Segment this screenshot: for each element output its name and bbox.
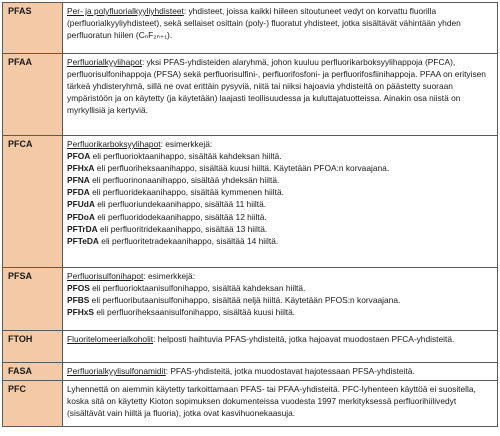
table-row: [3, 381, 498, 427]
term: Perfluorialkyylisulfonamidit: [67, 366, 166, 376]
list-item: [67, 223, 493, 235]
abbreviation-cell: FASA: [3, 363, 63, 381]
list-item: [67, 174, 493, 186]
compound-text: eli perfluoriheksaanihappo, sisältää kuusi hiiltä. Käytetään PFOA:n korvaajana.: [94, 163, 390, 174]
list-item: [67, 150, 493, 162]
table-row: [3, 331, 498, 363]
term: Fluoritelomeerialkoholit: [67, 334, 154, 344]
term: Perfluorikarboksyylihapot: [67, 139, 161, 149]
description-text: : helposti haihtuvia PFAS-yhdisteitä, jotka hajoavat muodostaen PFCA-yhdisteitä.: [153, 334, 455, 344]
table-row: [3, 3, 498, 54]
compound-text: eli perfluoriundekaanihappo, sisältää 11 hiiltä.: [94, 199, 267, 210]
abbreviation-table-wrap: [2, 2, 498, 427]
compound-code: PFOS: [67, 283, 90, 294]
table-row: [3, 136, 498, 268]
abbreviation-cell: PFAA: [3, 54, 63, 136]
list-item: [67, 162, 493, 174]
compound-text: eli perfluoritridekaanihappo, sisältää 13 hiiltä.: [97, 223, 268, 234]
list-item: [67, 211, 493, 223]
description-cell: [63, 268, 498, 331]
abbreviation-cell: PFCA: [3, 136, 63, 268]
compound-code: PFTeDA: [67, 235, 99, 246]
description-text: : yksi PFAS-yhdisteiden alaryhmä, johon kuuluu perfluorikarboksyylihappoja (PFCA), perfluorisulfonihappoja (PFSA) sekä perfluorisulfini-, perfluorifosfoni- ja perfluorifosfiinihappoja. PFAA on erityisen tärkeä yhdisteryhmä, sillä ne ovat erittäin pysyviä, niitä tai niiksi hajoavia yhdisteitä on päästetty suoraan ympäristöön ja on käytetty (ja käytetään) laajasti teollisuudessa ja kuluttajatuotteissa. Ainakin osa niistä on myrkyllisiä ja kertyviä.: [67, 57, 486, 116]
compound-text: eli perfluoritetradekaanihappo, sisältää 14 hiiltä.: [98, 235, 279, 246]
compound-text: eli perfluorinonaanihappo, sisältää yhdeksän hiiltä.: [89, 175, 280, 186]
description-text: Lyhennettä on aiemmin käytetty tarkoittamaan PFAS- tai PFAA-yhdisteitä. PFC-lyhenteen käyttöä ei suositella, koska sitä on käytetty Kioton sopimuksen dokumenteissa vuodesta 1997 merkityksessä perfluorihiilivedyt (sisältävät vain hiiltä ja fluoria), jotka ovat kasvihuonekaasuja.: [67, 384, 476, 419]
list-item: [67, 282, 493, 294]
abbreviation-table: [2, 2, 498, 427]
description-text: : esimerkkejä:: [143, 271, 196, 281]
list-item: [67, 294, 493, 306]
compound-code: PFTrDA: [67, 223, 98, 234]
table-row: [3, 268, 498, 331]
compound-text: eli perfluorioktaanihappo, sisältää kahdeksan hiiltä.: [90, 151, 282, 162]
description-text: : esimerkkejä:: [160, 139, 213, 149]
list-item: [67, 186, 493, 198]
abbreviation-cell: FTOH: [3, 331, 63, 363]
table-row: [3, 363, 498, 381]
list-item: [67, 306, 493, 318]
compound-code: PFOA: [67, 151, 91, 162]
compound-text: eli perfluoributaanisulfonihappo, sisältää neljä hiiltä. Käytetään PFOS:n korvaajana.: [89, 295, 401, 306]
compound-code: PFNA: [67, 175, 90, 186]
term: Per- ja polyfluorialkyyliyhdisteet: [67, 6, 184, 16]
compound-code: PFBS: [67, 295, 90, 306]
description-cell: [63, 3, 498, 54]
example-list: [67, 150, 493, 247]
example-list: [67, 282, 493, 318]
table-row: [3, 54, 498, 136]
compound-text: eli perfluoridodekaanihappo, sisältää 12 hiiltä.: [94, 211, 267, 222]
compound-code: PFUdA: [67, 199, 95, 210]
compound-text: eli perfluorioktaanisulfonihappo, sisältää kahdeksan hiiltä.: [89, 283, 306, 294]
description-cell: [63, 363, 498, 381]
compound-code: PFHxA: [67, 163, 95, 174]
abbreviation-cell: PFC: [3, 381, 63, 427]
description-cell: [63, 331, 498, 363]
compound-code: PFHxS: [67, 307, 94, 318]
compound-code: PFDA: [67, 187, 90, 198]
list-item: [67, 235, 493, 247]
term: Perfluorialkyylihapot: [67, 57, 142, 67]
description-cell: [63, 54, 498, 136]
compound-code: PFDoA: [67, 211, 95, 222]
list-item: [67, 198, 493, 210]
term: Perfluorisulfonihapot: [67, 271, 144, 281]
abbreviation-cell: PFSA: [3, 268, 63, 331]
description-text: : PFAS-yhdisteitä, jotka muodostavat hajotessaan PFSA-yhdisteitä.: [165, 366, 415, 376]
compound-text: eli perfluoridekaanihappo, sisältää kymmenen hiiltä.: [89, 187, 284, 198]
abbreviation-cell: PFAS: [3, 3, 63, 54]
description-cell: [63, 136, 498, 268]
description-text: : yhdisteet, joissa kaikki hiileen sitoutuneet vedyt on korvattu fluorilla (perfluorialkyyliyhdisteet), sekä sellaiset osittain (poly-) fluoratut yhdisteet, jotka sisältävät vähintään yhden perfluoratun hiilen (CₙF₂ₙ₊₁).: [67, 6, 461, 41]
compound-text: eli perfluoriheksaanisulfonihappo, sisältää kuusi hiiltä.: [94, 307, 296, 318]
description-cell: [63, 381, 498, 427]
